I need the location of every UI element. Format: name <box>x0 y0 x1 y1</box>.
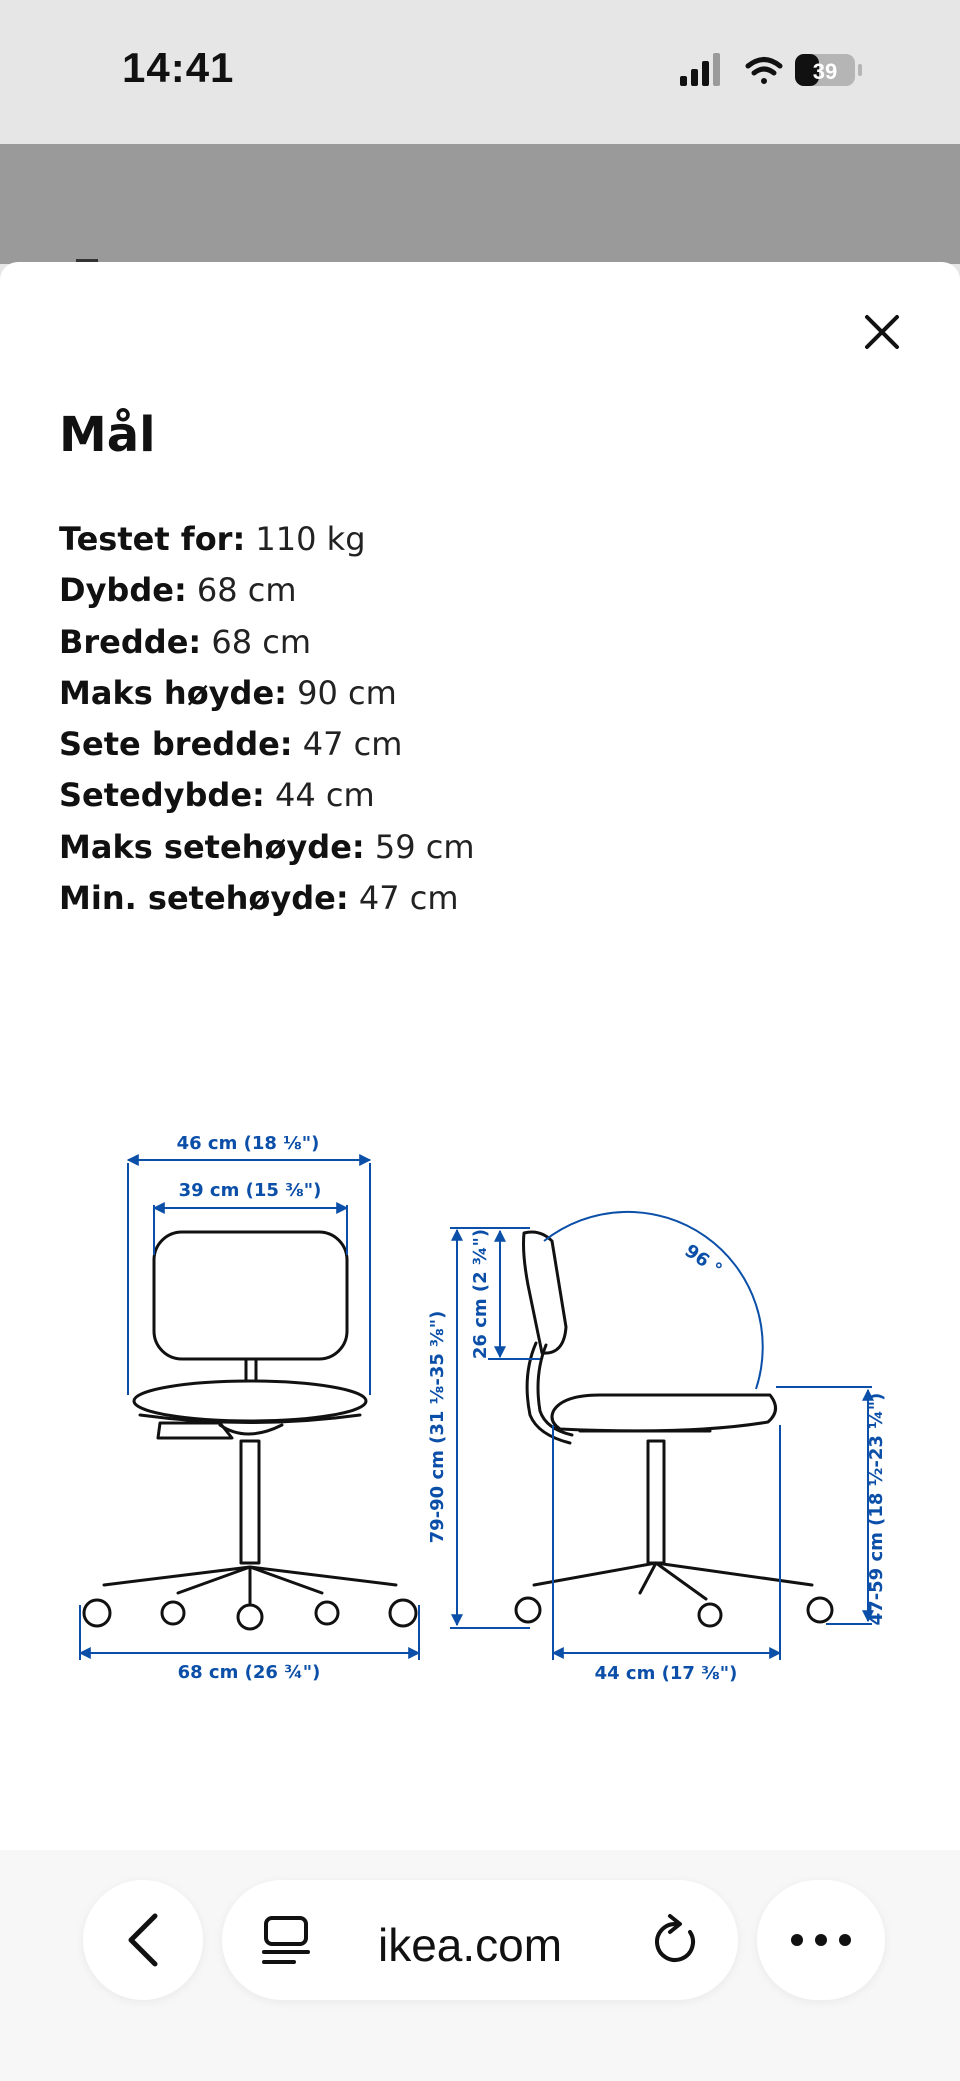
spec-key: Min. setehøyde: <box>59 879 349 918</box>
reload-icon[interactable] <box>648 1910 704 1970</box>
close-button[interactable] <box>852 302 912 362</box>
spec-value: 44 cm <box>264 776 375 815</box>
spec-value: 68 cm <box>186 571 297 610</box>
spec-value: 59 cm <box>364 827 475 866</box>
spec-key: Sete bredde: <box>59 725 293 764</box>
side-dimensions <box>450 1212 872 1660</box>
dim-side-angle: 96 ° <box>680 1240 726 1281</box>
spec-value: 47 cm <box>292 725 403 764</box>
spec-value: 90 cm <box>286 673 397 712</box>
spec-item <box>59 514 475 565</box>
dim-front-top-width: 46 cm (18 ⅛") <box>176 1133 320 1154</box>
more-button[interactable] <box>757 1880 885 2000</box>
spec-value: 110 kg <box>245 520 366 558</box>
address-bar[interactable] <box>222 1880 738 2000</box>
dimension-diagram <box>70 1125 900 1725</box>
chevron-left-icon <box>123 1912 163 1968</box>
back-button[interactable] <box>83 1880 203 2000</box>
dim-front-back-width: 39 cm (15 ⅜") <box>178 1180 322 1201</box>
spec-value: 47 cm <box>348 879 459 918</box>
status-bar <box>0 0 960 144</box>
url-text[interactable]: ikea.com <box>378 1919 563 1971</box>
spec-item <box>59 617 475 668</box>
dim-side-back-height: 26 cm (2 ¾") <box>470 1228 491 1360</box>
status-icons <box>680 50 880 90</box>
spec-value: 68 cm <box>201 622 312 661</box>
wifi-icon <box>748 60 780 85</box>
spec-key: Dybde: <box>59 571 187 610</box>
spec-item <box>59 873 475 924</box>
spec-item <box>59 770 475 821</box>
dim-side-height: 79-90 cm (31 ⅛-35 ⅜") <box>427 1310 448 1544</box>
more-dots-icon <box>789 1932 853 1948</box>
page-backdrop <box>0 144 960 264</box>
spec-key: Setedybde: <box>59 776 265 815</box>
spec-item <box>59 668 475 719</box>
spec-key: Bredde: <box>59 622 202 661</box>
status-time: 14:41 <box>122 44 235 91</box>
spec-item <box>59 719 475 770</box>
cellular-signal-icon <box>680 53 720 86</box>
spec-item <box>59 822 475 873</box>
spec-list <box>59 514 475 924</box>
battery-level: 39 <box>812 59 838 84</box>
close-icon <box>864 314 900 350</box>
reader-mode-icon[interactable] <box>258 1912 314 1968</box>
dim-front-base-width: 68 cm (26 ¾") <box>177 1662 321 1683</box>
spec-key: Testet for: <box>59 520 246 558</box>
spec-key: Maks høyde: <box>59 673 287 712</box>
spec-key: Maks setehøyde: <box>59 827 365 866</box>
spec-item <box>59 565 475 616</box>
dim-side-depth: 44 cm (17 ⅜") <box>594 1663 738 1684</box>
sheet-title: Mål <box>59 407 156 463</box>
chair-side-view <box>516 1232 832 1626</box>
chair-front-view <box>84 1232 416 1629</box>
dim-side-seat-height: 47-59 cm (18 ½-23 ¼") <box>866 1392 887 1626</box>
